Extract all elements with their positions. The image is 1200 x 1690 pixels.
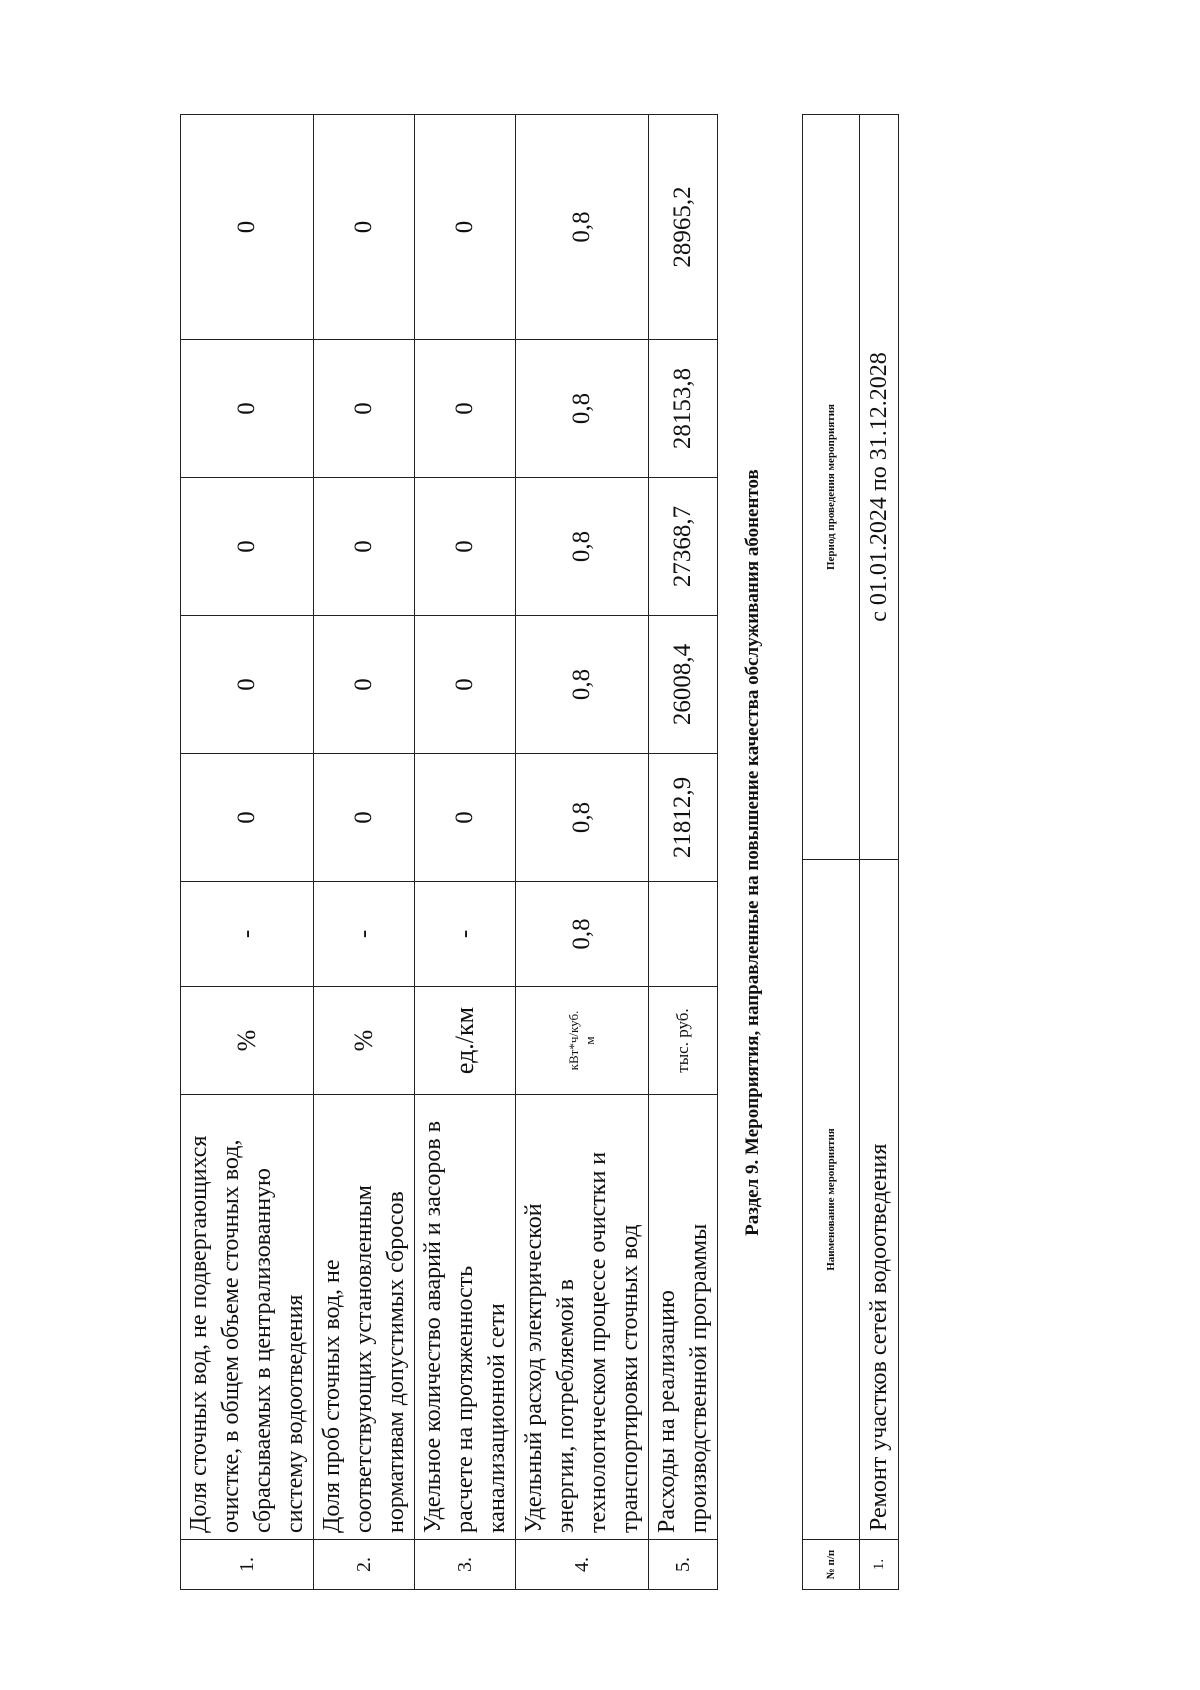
indicator-name: Удельное количество аварий и засоров в расчете на протяженность канализационной сети bbox=[415, 1095, 516, 1540]
value-cell: 0 bbox=[314, 478, 415, 616]
unit-cell: кВт*ч/куб. м bbox=[516, 987, 649, 1095]
table-row bbox=[415, 115, 516, 1590]
measure-period: с 01.01.2024 по 31.12.2028 bbox=[860, 115, 899, 860]
header-period: Период проведения мероприятия bbox=[803, 115, 860, 860]
table-header-row bbox=[803, 115, 860, 1590]
unit-cell: % bbox=[314, 987, 415, 1095]
unit-cell: ед./км bbox=[415, 987, 516, 1095]
value-cell: 0 bbox=[314, 616, 415, 754]
indicator-name: Удельный расход электрической энергии, потребляемой в технологическом процессе очистки и транспортировки сточных вод bbox=[516, 1095, 649, 1540]
value-cell: 0,8 bbox=[516, 115, 649, 340]
unit-cell: тыс. руб. bbox=[649, 987, 718, 1095]
indicator-name: Расходы на реализацию производственной программы bbox=[649, 1095, 718, 1540]
value-cell: 27368,7 bbox=[649, 478, 718, 616]
value-cell: 28153,8 bbox=[649, 340, 718, 478]
unit-cell: % bbox=[181, 987, 314, 1095]
row-number: 5. bbox=[649, 1540, 718, 1590]
table-row bbox=[860, 115, 899, 1590]
measures-table bbox=[802, 114, 899, 1590]
value-cell: 0 bbox=[314, 115, 415, 340]
measure-name: Ремонт участков сетей водоотведения bbox=[860, 860, 899, 1540]
base-value: - bbox=[314, 882, 415, 987]
header-name: Наименование мероприятия bbox=[803, 860, 860, 1540]
table-row bbox=[516, 115, 649, 1590]
value-cell: 0 bbox=[181, 340, 314, 478]
indicators-table bbox=[180, 114, 718, 1590]
value-cell: 0 bbox=[415, 616, 516, 754]
value-cell: 0 bbox=[181, 754, 314, 882]
value-cell: 0,8 bbox=[516, 754, 649, 882]
value-cell: 0 bbox=[415, 754, 516, 882]
value-cell: 0 bbox=[415, 115, 516, 340]
indicator-name: Доля сточных вод, не подвергающихся очистке, в общем объеме сточных вод, сбрасываемых в централизованную систему водоотведения bbox=[181, 1095, 314, 1540]
value-cell: 0 bbox=[415, 340, 516, 478]
value-cell: 0 bbox=[181, 616, 314, 754]
indicator-name: Доля проб сточных вод, не соответствующих установленным нормативам допустимых сбросов bbox=[314, 1095, 415, 1540]
base-value: - bbox=[181, 882, 314, 987]
value-cell: 0,8 bbox=[516, 478, 649, 616]
value-cell: 0 bbox=[181, 115, 314, 340]
value-cell: 0,8 bbox=[516, 616, 649, 754]
value-cell: 0 bbox=[415, 478, 516, 616]
base-value: 0,8 bbox=[516, 882, 649, 987]
row-number: 1. bbox=[181, 1540, 314, 1590]
row-number: 4. bbox=[516, 1540, 649, 1590]
row-number: 2. bbox=[314, 1540, 415, 1590]
table-row bbox=[649, 115, 718, 1590]
row-number: 3. bbox=[415, 1540, 516, 1590]
base-value: - bbox=[415, 882, 516, 987]
table-row bbox=[314, 115, 415, 1590]
row-number: 1. bbox=[860, 1540, 899, 1590]
table-row bbox=[181, 115, 314, 1590]
value-cell: 26008,4 bbox=[649, 616, 718, 754]
value-cell: 0 bbox=[314, 754, 415, 882]
value-cell: 21812,9 bbox=[649, 754, 718, 882]
value-cell: 0 bbox=[314, 340, 415, 478]
value-cell: 0,8 bbox=[516, 340, 649, 478]
section-title: Раздел 9. Мероприятия, направленные на повышение качества обслуживания абонентов bbox=[742, 469, 763, 1236]
rotated-document-sheet bbox=[180, 100, 940, 1590]
base-value bbox=[649, 882, 718, 987]
value-cell: 28965,2 bbox=[649, 115, 718, 340]
header-number: № п/п bbox=[803, 1540, 860, 1590]
value-cell: 0 bbox=[181, 478, 314, 616]
